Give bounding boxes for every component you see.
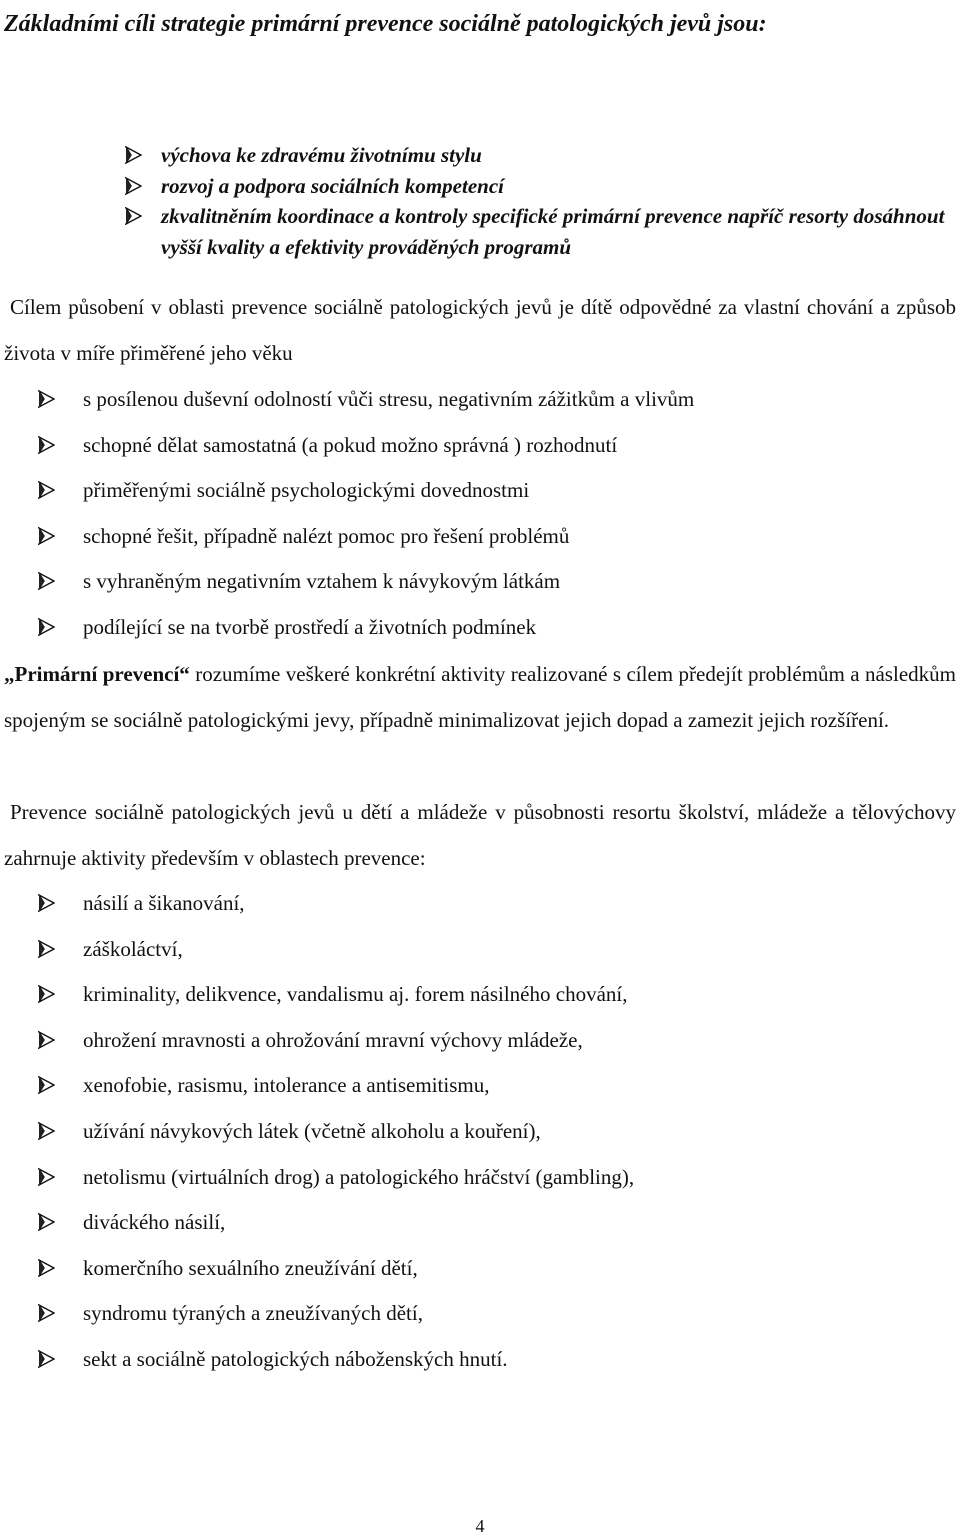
paragraph-aim (4, 284, 956, 376)
list-item (125, 140, 955, 171)
list-item-text: xenofobie, rasismu, intolerance a antisemitismu, (83, 1073, 490, 1098)
prevention-areas-list (38, 881, 938, 1383)
arrowhead-bullet-icon (38, 1168, 55, 1186)
list-item (38, 972, 938, 1018)
list-item (38, 1109, 938, 1155)
paragraph-text: Cílem působení v oblasti prevence sociálně patologických jevů je dítě odpovědné za vlastní chování a způsob života v míře přiměřené jeho věku (4, 295, 956, 365)
arrowhead-bullet-icon (38, 1304, 55, 1322)
list-item-text: netolismu (virtuálních drog) a patologického hráčství (gambling), (83, 1164, 635, 1189)
paragraph-text: rozumíme veškeré konkrétní aktivity realizované s cílem předejít problémům a následkům spojeným se sociálně patologickými jevy, případně minimalizovat jejich dopad a zamezit jejich rozšíření. (4, 662, 956, 732)
arrowhead-bullet-icon (38, 1122, 55, 1140)
list-item (38, 927, 938, 973)
list-item-text: sekt a sociálně patologických náboženských hnutí. (83, 1346, 508, 1371)
arrowhead-bullet-icon (38, 481, 55, 499)
arrowhead-bullet-icon (125, 207, 142, 225)
paragraph-text: Prevence sociálně patologických jevů u dětí a mládeže v působnosti resortu školství, mládeže a tělovýchovy zahrnuje aktivity především v oblastech prevence: (4, 800, 956, 870)
list-item-text: ohrožení mravnosti a ohrožování mravní výchovy mládeže, (83, 1027, 583, 1052)
list-item (38, 881, 938, 927)
arrowhead-bullet-icon (125, 177, 142, 195)
list-item-text: diváckého násilí, (83, 1210, 226, 1235)
arrowhead-bullet-icon (38, 572, 55, 590)
list-item (38, 1246, 938, 1292)
goal-text: rozvoj a podpora sociálních kompetencí (161, 173, 504, 198)
page-heading: Základními cíli strategie primární prevence sociálně patologických jevů jsou: (4, 11, 767, 37)
list-item (38, 1018, 938, 1064)
goal-text: výchova ke zdravému životnímu stylu (161, 143, 482, 167)
arrowhead-bullet-icon (38, 618, 55, 636)
paragraph-scope (4, 789, 956, 881)
list-item (38, 468, 938, 514)
list-item (38, 559, 938, 605)
list-item (38, 1337, 938, 1383)
goal-text: zkvalitněním koordinace a kontroly specifické primární prevence napříč resorty dosáhnout vyšší kvality a efektivity prováděných programů (161, 204, 945, 259)
list-item-text: schopné dělat samostatná (a pokud možno správná ) rozhodnutí (83, 432, 618, 457)
arrowhead-bullet-icon (38, 894, 55, 912)
list-item (38, 423, 938, 469)
list-item (38, 1063, 938, 1109)
list-item-text: kriminality, delikvence, vandalismu aj. forem násilného chování, (83, 982, 628, 1007)
page-number: 4 (475, 1516, 485, 1536)
list-item (38, 605, 938, 651)
arrowhead-bullet-icon (38, 436, 55, 454)
list-item-text: násilí a šikanování, (83, 891, 245, 915)
arrowhead-bullet-icon (38, 390, 55, 408)
list-item-text: schopné řešit, případně nalézt pomoc pro řešení problémů (83, 523, 570, 548)
list-item-text: přiměřenými sociálně psychologickými dovednostmi (83, 478, 530, 503)
arrowhead-bullet-icon (38, 985, 55, 1003)
child-traits-list (38, 377, 938, 651)
list-item (125, 171, 955, 202)
list-item (38, 1155, 938, 1201)
arrowhead-bullet-icon (38, 1076, 55, 1094)
arrowhead-bullet-icon (38, 1350, 55, 1368)
list-item-text: komerčního sexuálního zneužívání dětí, (83, 1255, 418, 1280)
list-item (38, 1291, 938, 1337)
arrowhead-bullet-icon (38, 940, 55, 958)
arrowhead-bullet-icon (38, 1031, 55, 1049)
list-item (38, 514, 938, 560)
arrowhead-bullet-icon (125, 146, 142, 164)
arrowhead-bullet-icon (38, 1213, 55, 1231)
list-item (125, 201, 955, 262)
definition-term: „Primární prevencí“ (4, 662, 190, 686)
list-item-text: s posílenou duševní odolností vůči stresu, negativním zážitkům a vlivům (83, 387, 695, 411)
list-item (38, 1200, 938, 1246)
list-item-text: s vyhraněným negativním vztahem k návykovým látkám (83, 569, 561, 594)
list-item-text: záškoláctví, (83, 936, 183, 961)
arrowhead-bullet-icon (38, 1259, 55, 1277)
goals-list (125, 140, 955, 262)
list-item-text: syndromu týraných a zneužívaných dětí, (83, 1301, 423, 1326)
list-item-text: užívání návykových látek (včetně alkoholu a kouření), (83, 1118, 541, 1143)
list-item (38, 377, 938, 423)
paragraph-definition (4, 651, 956, 743)
arrowhead-bullet-icon (38, 527, 55, 545)
list-item-text: podílející se na tvorbě prostředí a životních podmínek (83, 614, 537, 639)
